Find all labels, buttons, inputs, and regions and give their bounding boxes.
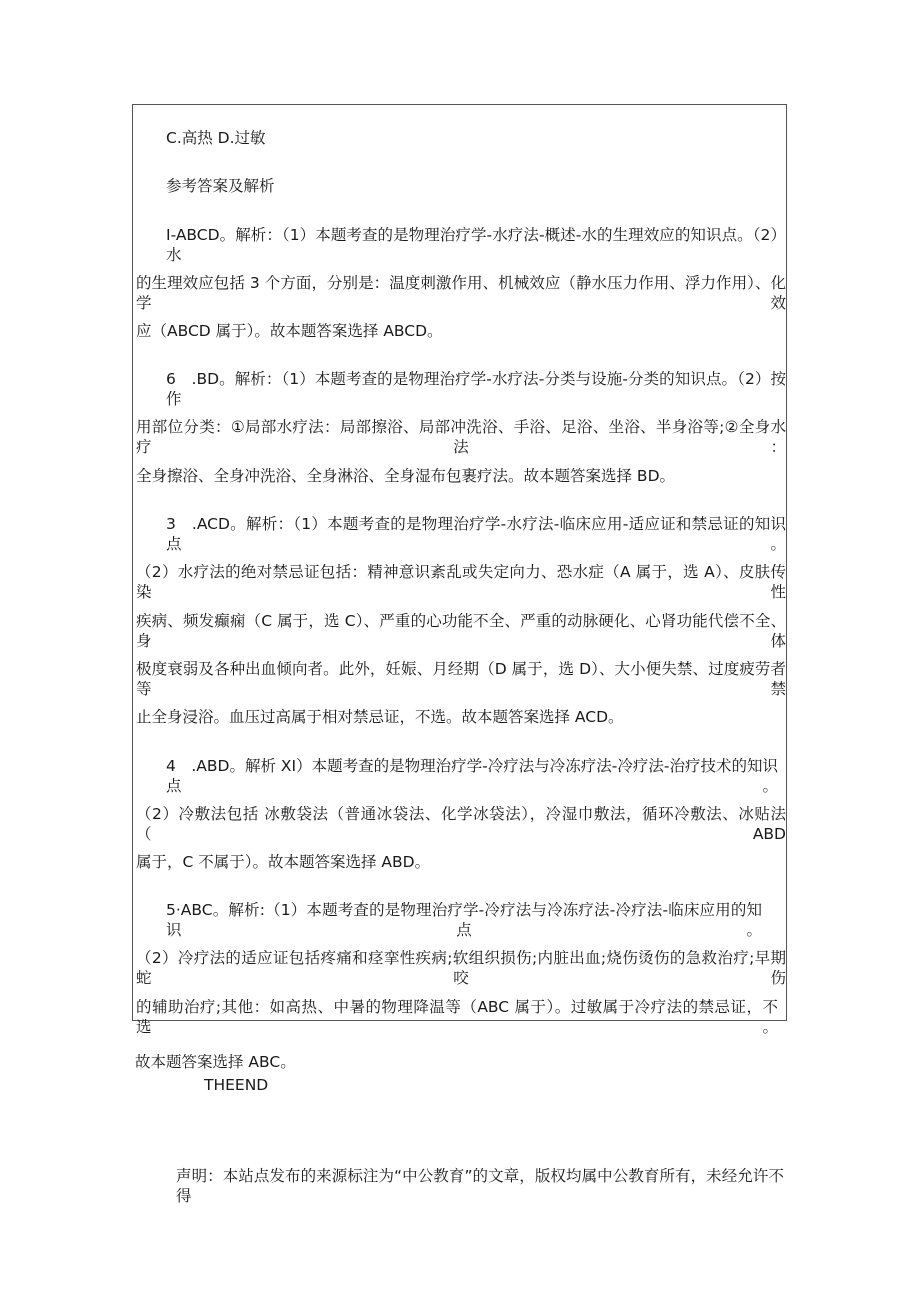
answer-4-line: （2）冷敷法包括 冰敷袋法（普通冰袋法、化学冰袋法），冷湿巾敷法，循环冷敷法、冰贴法（ABD — [136, 805, 786, 843]
answer-3-line: 极度衰弱及各种出血倾向者。此外，妊娠、月经期（D 属于，选 D）、大小便失禁、过度疲劳者等禁 — [136, 660, 786, 698]
options-line: C.高热 D.过敏 — [166, 129, 266, 147]
answer-2-line: 全身擦浴、全身冲洗浴、全身淋浴、全身湿布包裹疗法。故本题答案选择 BD。 — [136, 467, 675, 485]
answer-3-line: （2）水疗法的绝对禁忌证包括：精神意识紊乱或失定向力、恐水症（A 属于，选 A）、皮肤传染性 — [136, 563, 786, 601]
answer-2-line: 6 .BD。解析：（1）本题考查的是物理治疗学-水疗法-分类与设施-分类的知识点。（2）按作 — [166, 370, 786, 408]
answer-1-line: I-ABCD。解析：（1）本题考查的是物理治疗学-水疗法-概述-水的生理效应的知识点。（2）水 — [166, 226, 786, 264]
disclaimer — [176, 1166, 784, 1205]
disclaimer-text: 声明：本站点发布的来源标注为“中公教育”的文章，版权均属中公教育所有，未经允许不得 — [176, 1167, 784, 1205]
answer-3-line: 疾病、频发癫痫（C 属于，选 C）、严重的心功能不全、严重的动脉硬化、心肾功能代偿不全、身体 — [136, 612, 786, 650]
answer-4-line: 属于，C 不属于）。故本题答案选择 ABD。 — [136, 853, 431, 871]
answer-1-line: 应（ABCD 属于）。故本题答案选择 ABCD。 — [136, 322, 443, 340]
answer-5-line: （2）冷疗法的适应证包括疼痛和痉挛性疾病;软组织损伤;内脏出血;烧伤烫伤的急救治疗;早期蛇咬伤 — [136, 949, 786, 987]
answer-5-line: 的辅助治疗;其他：如高热、中暑的物理降温等（ABC 属于）。过敏属于冷疗法的禁忌证，不选。 — [136, 998, 778, 1036]
answer-1-line: 的生理效应包括 3 个方面，分别是：温度刺激作用、机械效应（静水压力作用、浮力作用）、化学效 — [136, 274, 786, 312]
the-end: THEEND — [204, 1076, 269, 1094]
answer-3-line: 3 .ACD。解析：（1）本题考查的是物理治疗学-水疗法-临床应用-适应证和禁忌证的知识点。 — [166, 515, 786, 553]
answer-5-line: 故本题答案选择 ABC。 — [135, 1053, 296, 1071]
section-title: 参考答案及解析 — [166, 177, 275, 195]
answer-4-line: 4 .ABD。解析 XI）本题考查的是物理治疗学-冷疗法与冷冻疗法-冷疗法-治疗技术的知识点。 — [166, 757, 778, 795]
answer-5-line: 5·ABC。解析:（1）本题考査的是物理治疗学-冷疗法与冷冻疗法-冷疗法-临床应用的知识点。 — [166, 901, 762, 939]
answer-3-line: 止全身浸浴。血压过高属于相对禁忌证，不选。故本题答案选择 ACD。 — [136, 708, 624, 726]
answer-2-line: 用部位分类：①局部水疗法：局部擦浴、局部冲洗浴、手浴、足浴、坐浴、半身浴等;②全身水疗法： — [136, 418, 786, 456]
